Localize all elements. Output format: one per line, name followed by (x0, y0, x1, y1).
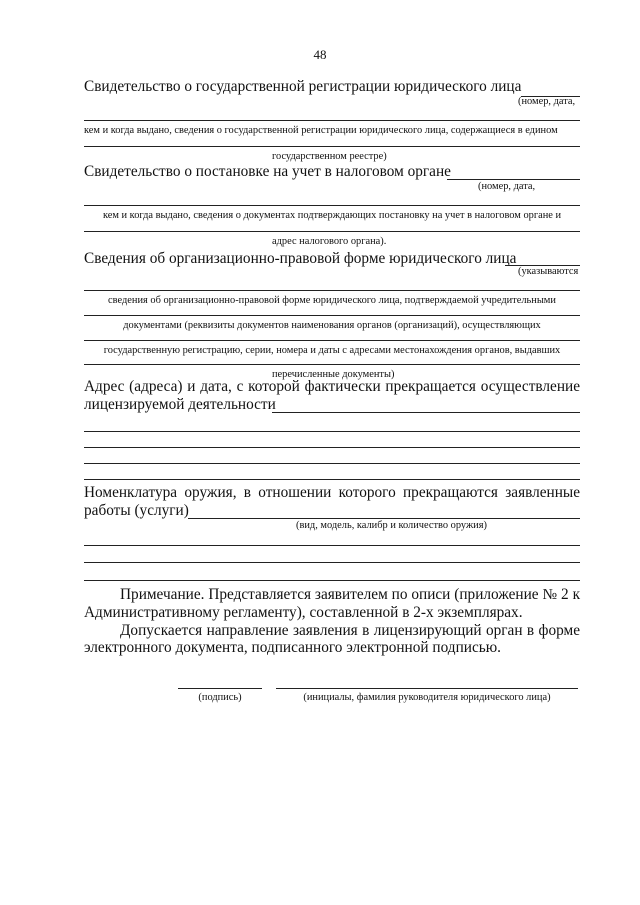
legal-form-field-4[interactable] (84, 340, 580, 341)
weapons-nomenclature-field-4[interactable] (84, 580, 580, 581)
director-name-field[interactable] (276, 688, 578, 689)
director-name-label: (инициалы, фамилия руководителя юридического лица) (303, 692, 551, 703)
weapons-nomenclature-field[interactable] (188, 518, 580, 519)
legal-form-hint-4: государственную регистрацию, серии, номера и даты с адресами местонахождения органов, выдавших (103, 345, 561, 356)
weapons-nomenclature-hint: (вид, модель, калибр и количество оружия) (296, 520, 487, 531)
termination-address-title-2: лицензируемой деятельности (84, 396, 276, 413)
legal-form-hint-2: сведения об организационно-правовой форме юридического лица, подтверждаемой учредительными (108, 295, 556, 306)
signature-field[interactable] (178, 688, 262, 689)
state-registration-field-2[interactable] (84, 120, 580, 121)
legal-form-field-2[interactable] (84, 290, 580, 291)
note-line-4: электронного документа, подписанного электронной подписью. (84, 639, 501, 656)
weapons-nomenclature-title-2: работы (услуги) (84, 502, 189, 519)
tax-registration-field[interactable] (447, 179, 580, 180)
tax-registration-hint-2: кем и когда выдано, сведения о документах подтверждающих постановку на учет в налоговом органе и (102, 210, 562, 221)
termination-address-field-3[interactable] (84, 447, 580, 448)
weapons-nomenclature-title: Номенклатура оружия, в отношении которого прекращаются заявленные (84, 484, 580, 501)
state-registration-title: Свидетельство о государственной регистрации юридического лица (84, 78, 522, 95)
termination-address-field-4[interactable] (84, 463, 580, 464)
tax-registration-field-3[interactable] (84, 231, 580, 232)
note-line-3: Допускается направление заявления в лицензирующий орган в форме (120, 622, 580, 639)
legal-form-field-5[interactable] (84, 364, 580, 365)
page-number: 48 (313, 47, 327, 62)
legal-form-hint: (указываются (518, 266, 579, 277)
tax-registration-field-2[interactable] (84, 205, 580, 206)
termination-address-field-5[interactable] (84, 479, 580, 480)
note-line-1: Примечание. Представляется заявителем по описи (приложение № 2 к (120, 586, 580, 603)
tax-registration-hint: (номер, дата, (478, 181, 536, 192)
termination-address-field[interactable] (272, 412, 580, 413)
state-registration-hint-2: кем и когда выдано, сведения о государственной регистрации юридического лица, содержащиеся в едином (84, 125, 558, 136)
note-line-2: Административному регламенту), составленной в 2-х экземплярах. (84, 604, 523, 621)
state-registration-field-3[interactable] (84, 146, 580, 147)
legal-form-hint-5: перечисленные документы) (272, 369, 395, 380)
signature-label: (подпись) (198, 692, 242, 703)
weapons-nomenclature-field-2[interactable] (84, 545, 580, 546)
state-registration-hint-3: государственном реестре) (272, 151, 387, 162)
tax-registration-title: Свидетельство о постановке на учет в налоговом органе (84, 163, 451, 180)
state-registration-hint: (номер, дата, (518, 96, 576, 107)
termination-address-field-2[interactable] (84, 431, 580, 432)
legal-form-field-3[interactable] (84, 315, 580, 316)
weapons-nomenclature-field-3[interactable] (84, 562, 580, 563)
legal-form-hint-3: документами (реквизиты документов наименования органов (организаций), осуществляющих (123, 320, 541, 331)
termination-address-title: Адрес (адреса) и дата, с которой фактически прекращается осуществление (84, 378, 580, 395)
legal-form-title: Сведения об организационно-правовой форме юридического лица (84, 250, 517, 267)
tax-registration-hint-3: адрес налогового органа). (272, 236, 387, 247)
